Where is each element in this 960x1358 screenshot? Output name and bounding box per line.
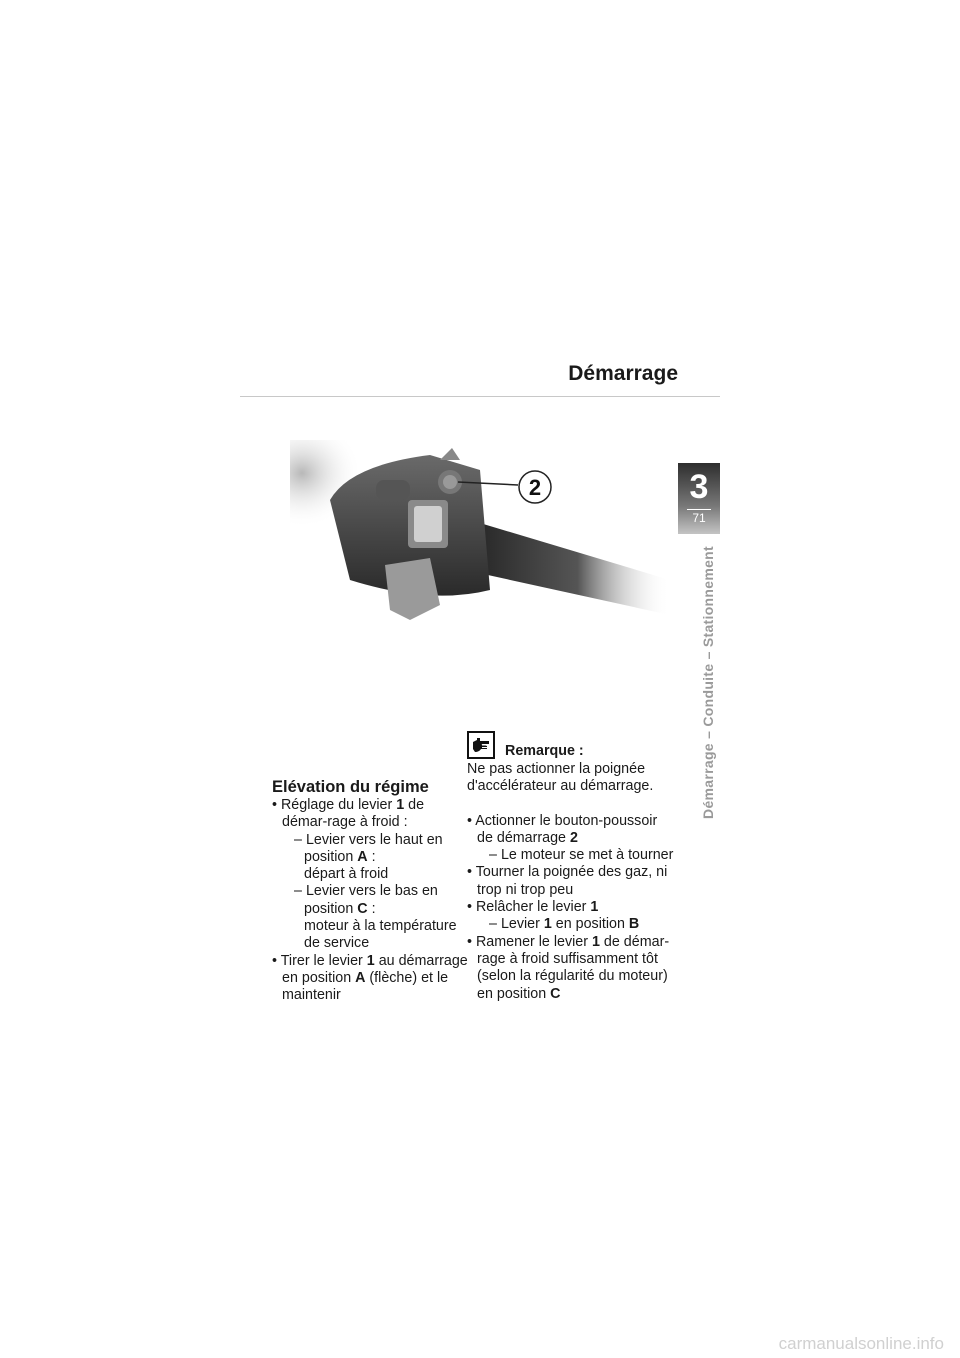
side-section-label: [698, 546, 718, 866]
bullet-release-lever: • Relâcher le levier 1: [467, 899, 599, 916]
right-column: [467, 728, 677, 1003]
subitem-engine-turns: – Le moteur se met à tourner: [489, 847, 674, 864]
callout-label: 2: [528, 475, 542, 500]
subitem-lever-up: – Levier vers le haut en position A :: [294, 831, 443, 865]
note-label: Remarque :: [505, 742, 584, 759]
subitem-lever-position-b: – Levier 1 en position B: [489, 916, 640, 933]
chapter-tab: [678, 463, 720, 534]
watermark-text: carmanualsonline.info: [778, 1334, 944, 1353]
handlebar-switch-photo: [290, 440, 670, 650]
note-text: Ne pas actionner la poignée d'accélérateur au démarrage.: [467, 761, 654, 795]
bullet-pull-lever: • Tirer le levier 1 au démarrage en position A (flèche) et le maintenir: [272, 952, 468, 1004]
header-rule: [240, 396, 720, 397]
bullet-return-lever: • Ramener le levier 1 de démar-rage à froid suffisamment tôt (selon la régularité du moteur) en position C: [467, 933, 670, 1002]
chapter-tab-divider: [687, 509, 711, 510]
note-header: [467, 728, 677, 759]
note-hand-icon: [467, 731, 495, 759]
bullet-twist-throttle: • Tourner la poignée des gaz, ni trop ni trop peu: [467, 864, 668, 898]
subitem-lever-down-detail: moteur à la température de service: [304, 918, 457, 952]
page-number: 71: [692, 511, 706, 525]
subitem-lever-up-detail: départ à froid: [304, 866, 389, 883]
page-title: Démarrage: [568, 362, 678, 385]
subitem-lever-down: – Levier vers le bas en position C :: [294, 883, 438, 917]
chapter-number: 3: [689, 468, 709, 506]
left-column: [272, 778, 472, 1005]
side-section-label-text: Démarrage – Conduite – Stationnement: [700, 546, 716, 819]
section-heading: Elévation du régime: [272, 778, 429, 796]
bullet-lever-setting: • Réglage du levier 1 de démar-rage à froid :: [272, 797, 425, 831]
bullet-press-starter: • Actionner le bouton-poussoir de démarrage 2: [467, 812, 658, 846]
